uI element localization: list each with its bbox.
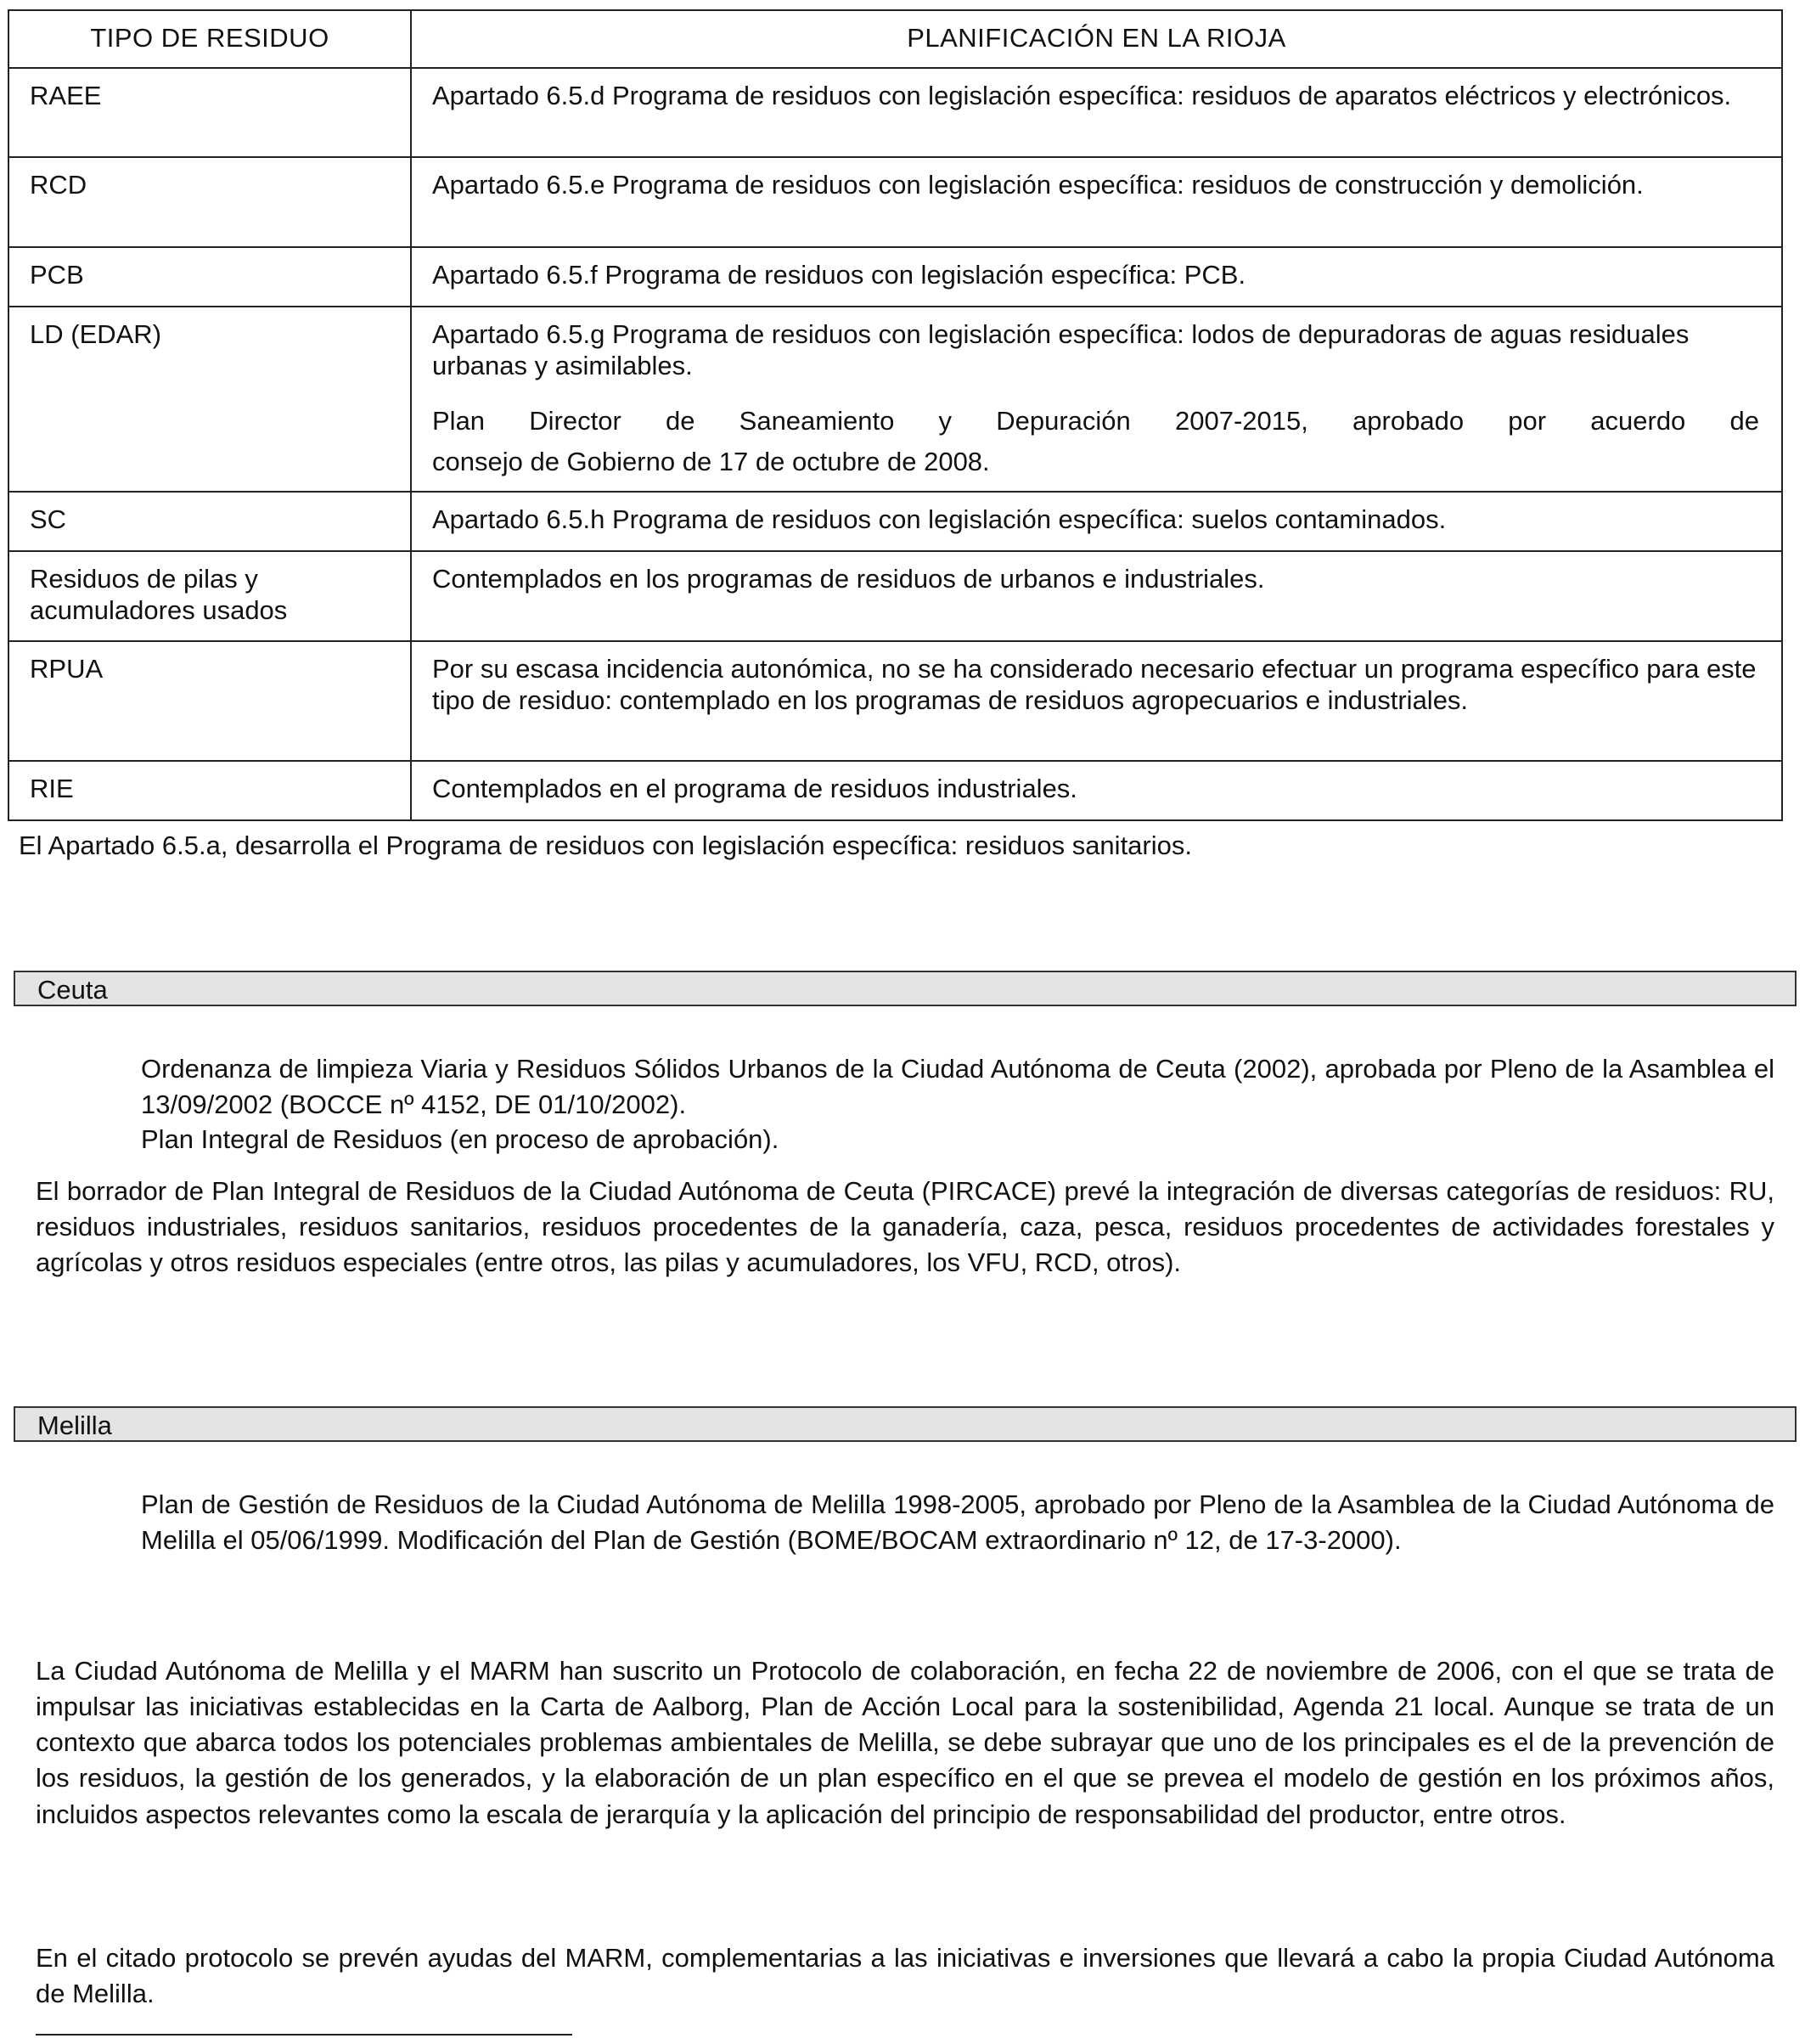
table-row [8, 157, 1782, 247]
table-row [8, 68, 1782, 157]
planning-cell [411, 761, 1782, 820]
melilla-paragraph-1: La Ciudad Autónoma de Melilla y el MARM han suscrito un Protocolo de colaboración, en fecha 22 de noviembre de 2006, con el que se trata de impulsar las iniciativas establecidas en la Carta de Aalborg, Plan de Acción Local para la sostenibilidad, Agenda 21 local. Aunque se trata de un contexto que abarca todos los potenciales problemas ambientales de Melilla, se debe subrayar que uno de los principales es el de la prevención de los residuos, la gestión de los generados, y la elaboración de un plan específico en el que se prevea el modelo de gestión en los próximos años, incluidos aspectos relevantes como la escala de jerarquía y la aplicación del principio de responsabilidad del productor, entre otros. [36, 1656, 1774, 1829]
waste-type-cell: SC [8, 492, 411, 551]
waste-type-cell: Residuos de pilas y acumuladores usados [8, 551, 411, 641]
header-waste-type: TIPO DE RESIDUO [8, 10, 411, 68]
section-heading-melilla: Melilla [14, 1406, 1797, 1442]
waste-planning-table [8, 9, 1783, 821]
waste-type-cell: RAEE [8, 68, 411, 157]
planning-text: Contemplados en los programas de residuos de urbanos e industriales. [432, 563, 1265, 594]
waste-type-cell: PCB [8, 247, 411, 307]
table-row [8, 551, 1782, 641]
section-heading-ceuta: Ceuta [14, 971, 1797, 1006]
planning-text: consejo de Gobierno de 17 de octubre de 2008. [432, 446, 990, 476]
header-planning: PLANIFICACIÓN EN LA RIOJA [411, 10, 1782, 68]
waste-type-cell: RCD [8, 157, 411, 247]
planning-text: Apartado 6.5.f Programa de residuos con legislación específica: PCB. [432, 260, 1246, 290]
table-row [8, 307, 1782, 492]
planning-text: Apartado 6.5.h Programa de residuos con legislación específica: suelos contaminados. [432, 504, 1447, 534]
melilla-plan-text: Plan de Gestión de Residuos de la Ciudad Autónoma de Melilla 1998-2005, aprobado por Pleno de la Asamblea de la Ciudad Autónoma de Melilla el 05/06/1999. Modificación del Plan de Gestión (BOME/BOCAM extraordinario nº 12, de 17-3-2000). [141, 1489, 1774, 1556]
planning-text: Por su escasa incidencia autonómica, no se ha considerado necesario efectuar un programa específico para este tipo de residuo: contemplado en los programas de residuos agropecuarios e industriales. [432, 653, 1757, 715]
planning-cell [411, 157, 1782, 247]
waste-type-cell: RPUA [8, 641, 411, 761]
table-row [8, 641, 1782, 761]
planning-cell [411, 641, 1782, 761]
ceuta-paragraph: El borrador de Plan Integral de Residuos de la Ciudad Autónoma de Ceuta (PIRCACE) prevé la integración de diversas categorías de residuos: RU, residuos industriales, residuos sanitarios, residuos procedentes de la ganadería, caza, pesca, residuos procedentes de actividades forestales y agrícolas y otros residuos especiales (entre otros, las pilas y acumuladores, los VFU, RCD, otros). [36, 1176, 1774, 1278]
ceuta-regulation-text: Ordenanza de limpieza Viaria y Residuos Sólidos Urbanos de la Ciudad Autónoma de Ceuta (2002), aprobada por Pleno de la Asamblea el 13/09/2002 (BOCCE nº 4152, DE 01/10/2002). [141, 1054, 1774, 1120]
planning-cell [411, 492, 1782, 551]
waste-type-cell: LD (EDAR) [8, 307, 411, 492]
ceuta-plan-text: Plan Integral de Residuos (en proceso de aprobación). [141, 1124, 779, 1154]
table-row [8, 492, 1782, 551]
planning-cell [411, 551, 1782, 641]
planning-cell [411, 307, 1782, 492]
footnote-separator [36, 2034, 572, 2036]
planning-cell [411, 68, 1782, 157]
table-note: El Apartado 6.5.a, desarrolla el Programa de residuos con legislación específica: residuos sanitarios. [19, 831, 1192, 860]
planning-cell [411, 247, 1782, 307]
planning-text: Contemplados en el programa de residuos industriales. [432, 773, 1077, 803]
waste-type-cell: RIE [8, 761, 411, 820]
planning-text: Plan Director de Saneamiento y Depuración 2007-2015, aprobado por acuerdo de [432, 405, 1759, 436]
table-row [8, 761, 1782, 820]
table-header-row [8, 10, 1782, 68]
table-row [8, 247, 1782, 307]
planning-text: Apartado 6.5.d Programa de residuos con legislación específica: residuos de aparatos eléctricos y electrónicos. [432, 81, 1732, 110]
planning-text: Apartado 6.5.g Programa de residuos con legislación específica: lodos de depuradoras de aguas residuales urbanas y asimilables. [432, 319, 1690, 380]
planning-text: Apartado 6.5.e Programa de residuos con legislación específica: residuos de construcción y demolición. [432, 170, 1644, 200]
melilla-paragraph-2: En el citado protocolo se prevén ayudas del MARM, complementarias a las iniciativas e inversiones que llevará a cabo la propia Ciudad Autónoma de Melilla. [36, 1943, 1774, 2009]
